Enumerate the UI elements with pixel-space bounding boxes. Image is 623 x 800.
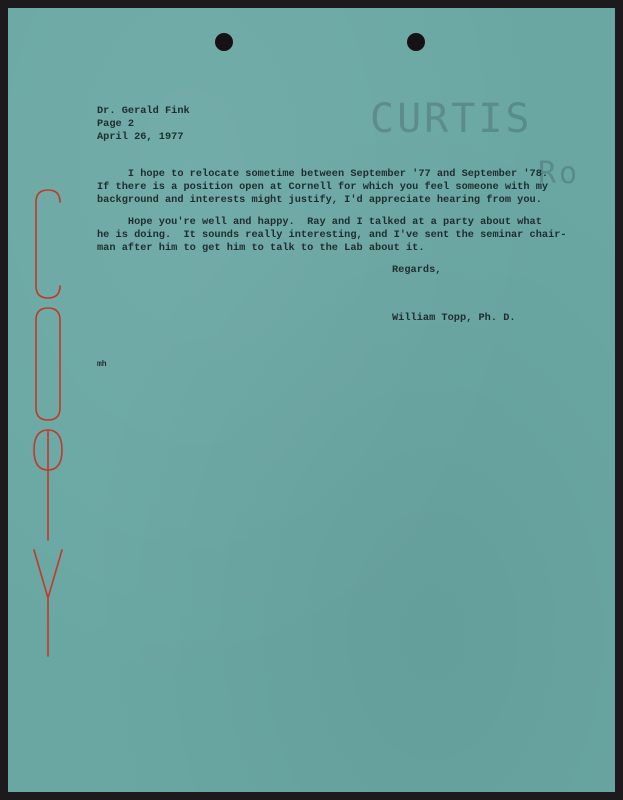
letter-date: April 26, 1977 bbox=[97, 131, 184, 143]
punch-hole-left bbox=[215, 33, 233, 51]
typist-initials: mh bbox=[97, 360, 107, 369]
page-number: Page 2 bbox=[97, 118, 135, 130]
watermark-curtis: CURTIS bbox=[370, 96, 533, 142]
paragraph-2-line: he is doing. It sounds really interesting, and I've sent the seminar chair- bbox=[97, 229, 567, 241]
copy-stamp-letter-c bbox=[36, 190, 60, 298]
paragraph-1-line: I hope to relocate sometime between September '77 and September '78. bbox=[97, 168, 549, 180]
copy-stamp-letter-o bbox=[36, 308, 60, 420]
address-block bbox=[97, 105, 190, 144]
paragraph-1 bbox=[97, 168, 548, 207]
closing: Regards, bbox=[392, 264, 442, 276]
paragraph-2-line: Hope you're well and happy. Ray and I talked at a party about what bbox=[97, 216, 542, 228]
paragraph-1-line: background and interests might justify, I'd appreciate hearing from you. bbox=[97, 194, 542, 206]
watermark-partial: Ro bbox=[538, 156, 581, 191]
paragraph-1-line: If there is a position open at Cornell for which you feel someone with my bbox=[97, 181, 549, 193]
copy-stamp-letter-p bbox=[34, 430, 62, 540]
copy-stamp-letter-y bbox=[34, 550, 62, 656]
letter-page bbox=[8, 8, 615, 792]
recipient-name: Dr. Gerald Fink bbox=[97, 105, 190, 117]
paragraph-2-line: man after him to get him to talk to the Lab about it. bbox=[97, 242, 425, 254]
copy-stamp bbox=[22, 188, 72, 658]
signature: William Topp, Ph. D. bbox=[392, 312, 516, 324]
punch-hole-right bbox=[407, 33, 425, 51]
paragraph-2 bbox=[97, 216, 567, 255]
